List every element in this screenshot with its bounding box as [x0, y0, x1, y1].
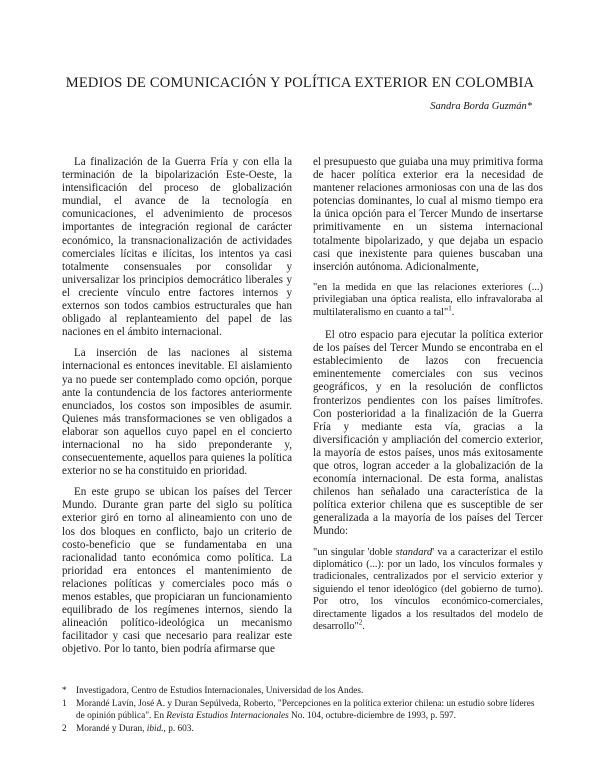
footnote-text: Investigadora, Centro de Estudios Internacionales, Universidad de los Andes.: [76, 686, 364, 696]
footnote-mark: *: [62, 686, 67, 696]
footnote-text: Morandé Lavín, José A. y Duran Sepúlveda, Roberto, "Percepciones en la política exterior chilena: un estudio sobre líderes de opinión pública". En: [76, 699, 535, 721]
footnote-ref[interactable]: 1: [448, 304, 452, 313]
quote-text: ' va a caracterizar el estilo diplomático (...): por un lado, los vínculos formales y tradicionales, centralizados por el servicio exterior y siguiendo el tenor ideológico (del gobierno de turno). Por otro, los vínculos económico-comerciales, directamente ligados a los resultados del modelo de desarrollo": [313, 546, 543, 632]
footnote: [62, 724, 542, 735]
footnote-ref[interactable]: 2: [358, 618, 363, 627]
footnote-mark: 2: [62, 724, 67, 735]
footnote-text: Morandé y Duran,: [76, 724, 147, 735]
author-name: Sandra Borda Guzmán*: [430, 101, 532, 112]
paragraph: En este grupo se ubican los países del Tercer Mundo. Durante gran parte del siglo su política exterior giró en torno al alineamiento con uno de los dos bloques en conflicto, bajo un criterio de costo-beneficio que se fundamentaba en una racionalidad tanto económica como política. La prioridad era entonces el mantenimiento de relaciones políticas y comerciales poco más o menos estables, que propiciaran un funcionamiento equilibrado de los regímenes internos, siendo la alineación político-ideológica un mecanismo facilitador y casi que necesario para realizar este objetivo. Por lo tanto, bien podría afirmarse que: [62, 486, 292, 656]
footnotes: [62, 686, 542, 738]
left-column: [62, 156, 292, 656]
right-column: [313, 156, 543, 633]
quote-emphasis: standard: [395, 546, 433, 558]
journal-title: Revista Estudios Internacionales: [166, 710, 289, 721]
footnote: [62, 686, 542, 697]
paragraph: La inserción de las naciones al sistema internacional es entonces inevitable. El aislamiento ya no puede ser contemplado como opción, porque ante la contundencia de los factores anteriormente enunciados, los costos son imposibles de asumir. Quienes más transformaciones se ven obligados a elaborar son aquellos cuyo papel en el concierto internacional no ha sido preponderante y, consecuentemente, aquellos para quienes la política exterior no se ha constituido en prioridad.: [62, 347, 292, 478]
footnote-text: No. 104, octubre-diciembre de 1993, p. 597.: [288, 710, 456, 721]
footnote: [62, 699, 542, 722]
paragraph: La finalización de la Guerra Fría y con ella la terminación de la bipolarización Este-Oeste, la intensificación del proceso de globalización mundial, el avance de la tecnología en comunicaciones, el advenimiento de procesos importantes de integración regional de carácter económico, la transnacionalización de actividades comerciales lícitas e ilícitas, los intentos ya casi totalmente consensuales por consolidar y universalizar los principios democrático liberales y el creciente vínculo entre factores internos y externos son todos cambios estructurales que han obligado al replanteamiento del papel de las naciones en el ámbito internacional.: [62, 156, 292, 339]
block-quote: "un singular 'doble standard' va a caracterizar el estilo diplomático (...): por un lado, los vínculos formales y tradicionales, centralizados por el servicio exterior y siguiendo el tenor ideológico (del gobierno de turno). Por otro, los vínculos económico-comerciales, directamente ligados a los resultados del modelo de desarrollo"$^2$.: [313, 546, 543, 632]
block-quote: "en la medida en que las relaciones exteriores (...) privilegiaban una óptica realista, ello infravaloraba al multilateralismo en cuanto a tal"$^1$.: [313, 281, 543, 318]
quote-text: "un singular 'doble: [313, 546, 396, 558]
footnote-mark: 1: [62, 699, 67, 710]
footnote-ibid: ibid.: [146, 724, 164, 735]
quote-text: "en la medida en que las relaciones exteriores (...) privilegiaban una óptica realista, ello infravaloraba al multilateralismo en cuanto a tal": [313, 281, 543, 318]
footnote-text: , p. 603.: [163, 724, 194, 735]
paragraph: El otro espacio para ejecutar la política exterior de los países del Tercer Mundo se encontraba en el establecimiento de lazos con frecuencia eminentemente comerciales con sus vecinos geográficos, y en la resolución de conflictos fronterizos pendientes con los países limítrofes. Con posterioridad a la finalización de la Guerra Fría y mediante esta vía, gracias a la diversificación y ampliación del comercio exterior, la mayoría de estos países, unos más exitosamente que otros, logran acceder a la globalización de la economía internacional. De esta forma, analistas chilenos han señalado una característica de la política exterior chilena que es susceptible de ser generalizada a la mayoría de los países del Tercer Mundo:: [313, 329, 543, 538]
article-title: MEDIOS DE COMUNICACIÓN Y POLÍTICA EXTERIOR EN COLOMBIA: [65, 75, 535, 91]
paragraph: el presupuesto que guiaba una muy primitiva forma de hacer política exterior era la necesidad de mantener relaciones armoniosas con una de las dos potencias dominantes, lo cual al mismo tiempo era la única opción para el Tercer Mundo de insertarse primitivamente en un sistema internacional totalmente bipolarizado, y que dejaba un espacio casi que inexistente para quienes buscaban una inserción autónoma. Adicionalmente,: [313, 156, 543, 273]
